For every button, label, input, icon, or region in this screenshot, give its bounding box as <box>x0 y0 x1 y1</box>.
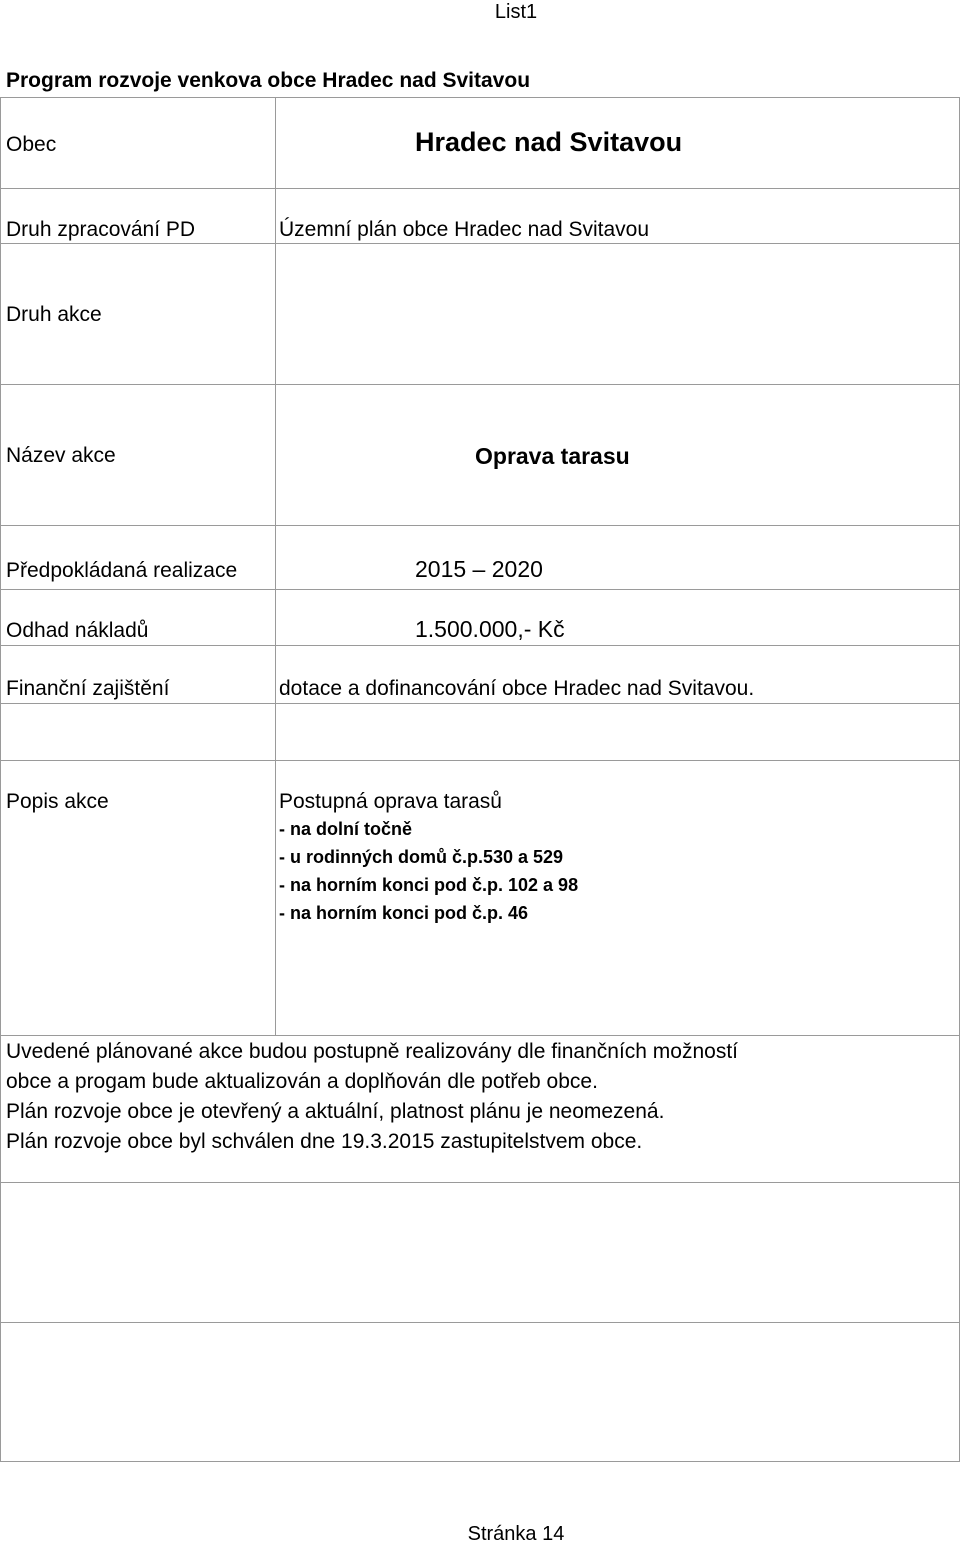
druh-zpracovani-label: Druh zpracování PD <box>6 218 196 241</box>
sheet-name: List1 <box>494 1 538 23</box>
druh-zpracovani-value: Územní plán obce Hradec nad Svitavou <box>279 218 650 241</box>
obec-label: Obec <box>6 133 57 156</box>
popis-item: - u rodinných domů č.p.530 a 529 <box>279 847 564 867</box>
document-title: Program rozvoje venkova obce Hradec nad Svitavou <box>6 69 531 92</box>
financni-zajisteni-value: dotace a dofinancování obce Hradec nad Svitavou. <box>279 677 755 700</box>
realizace-label: Předpokládaná realizace <box>6 559 238 582</box>
popis-akce-label: Popis akce <box>6 790 109 813</box>
financni-zajisteni-label: Finanční zajištění <box>6 677 170 700</box>
popis-item: - na dolní točně <box>279 819 412 839</box>
druh-akce-label: Druh akce <box>6 303 102 326</box>
nazev-akce-label: Název akce <box>6 444 116 467</box>
naklady-value: 1.500.000,- Kč <box>415 616 565 642</box>
popis-item: - na horním konci pod č.p. 46 <box>279 903 529 923</box>
note-line: Plán rozvoje obce byl schválen dne 19.3.2015 zastupitelstvem obce. <box>6 1130 643 1153</box>
realizace-value: 2015 – 2020 <box>415 556 543 582</box>
popis-intro: Postupná oprava tarasů <box>279 790 502 813</box>
note-line: Uvedené plánované akce budou postupně realizovány dle finančních možností <box>6 1040 738 1063</box>
note-line: obce a progam bude aktualizován a doplňován dle potřeb obce. <box>6 1070 598 1093</box>
note-line: Plán rozvoje obce je otevřený a aktuální, platnost plánu je neomezená. <box>6 1100 665 1123</box>
page-number: Stránka 14 <box>467 1523 565 1545</box>
note-text <box>6 1037 738 1157</box>
nazev-akce-value: Oprava tarasu <box>475 443 630 469</box>
obec-value: Hradec nad Svitavou <box>415 127 683 157</box>
popis-akce-value <box>279 789 578 927</box>
naklady-label: Odhad nákladů <box>6 619 149 642</box>
popis-item: - na horním konci pod č.p. 102 a 98 <box>279 875 579 895</box>
